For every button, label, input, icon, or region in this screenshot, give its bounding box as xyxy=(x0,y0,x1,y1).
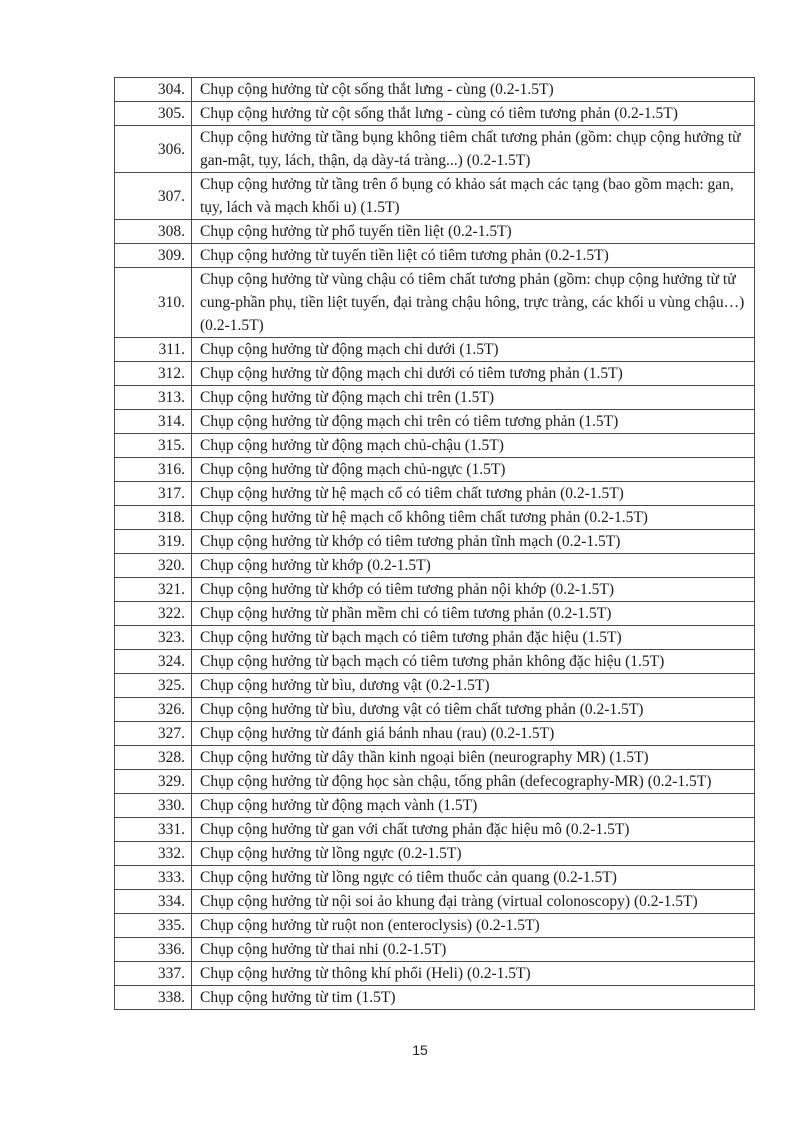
row-number-cell: 338. xyxy=(115,986,192,1010)
row-number-cell: 313. xyxy=(115,386,192,410)
row-description-cell: Chụp cộng hưởng từ lồng ngực có tiêm thuốc cản quang (0.2-1.5T) xyxy=(192,866,755,890)
row-number-cell: 321. xyxy=(115,578,192,602)
table-row xyxy=(115,554,755,578)
row-number-cell: 315. xyxy=(115,434,192,458)
row-description-cell: Chụp cộng hưởng từ động học sàn chậu, tống phân (defecography-MR) (0.2-1.5T) xyxy=(192,770,755,794)
row-description-cell: Chụp cộng hưởng từ động mạch chi dưới có tiêm tương phản (1.5T) xyxy=(192,362,755,386)
row-description-cell: Chụp cộng hưởng từ động mạch chủ-chậu (1.5T) xyxy=(192,434,755,458)
row-description-cell: Chụp cộng hưởng từ gan với chất tương phản đặc hiệu mô (0.2-1.5T) xyxy=(192,818,755,842)
row-description-cell: Chụp cộng hưởng từ động mạch vành (1.5T) xyxy=(192,794,755,818)
row-description-cell: Chụp cộng hưởng từ bạch mạch có tiêm tương phản không đặc hiệu (1.5T) xyxy=(192,650,755,674)
table-row xyxy=(115,338,755,362)
table-row xyxy=(115,78,755,102)
table-row xyxy=(115,220,755,244)
row-description-cell: Chụp cộng hưởng từ nội soi ảo khung đại tràng (virtual colonoscopy) (0.2-1.5T) xyxy=(192,890,755,914)
table-row xyxy=(115,914,755,938)
row-description-cell: Chụp cộng hưởng từ đánh giá bánh nhau (rau) (0.2-1.5T) xyxy=(192,722,755,746)
row-description-cell: Chụp cộng hưởng từ bìu, dương vật (0.2-1.5T) xyxy=(192,674,755,698)
procedures-table-body xyxy=(115,78,755,1010)
row-number-cell: 309. xyxy=(115,244,192,268)
row-description-cell: Chụp cộng hưởng từ tầng trên ổ bụng có khảo sát mạch các tạng (bao gồm mạch: gan, tụy, lách và mạch khối u) (1.5T) xyxy=(192,173,755,220)
table-row xyxy=(115,866,755,890)
row-description-cell: Chụp cộng hưởng từ thông khí phổi (Heli) (0.2-1.5T) xyxy=(192,962,755,986)
row-description-cell: Chụp cộng hưởng từ động mạch chủ-ngực (1.5T) xyxy=(192,458,755,482)
table-row xyxy=(115,626,755,650)
table-row xyxy=(115,458,755,482)
table-row xyxy=(115,794,755,818)
row-description-cell: Chụp cộng hưởng từ vùng chậu có tiêm chất tương phản (gồm: chụp cộng hưởng từ tử cung-phần phụ, tiền liệt tuyến, đại tràng chậu hông, trực tràng, các khối u vùng chậu…) (0.2-1.5T) xyxy=(192,268,755,338)
row-description-cell: Chụp cộng hưởng từ tuyến tiền liệt có tiêm tương phản (0.2-1.5T) xyxy=(192,244,755,268)
row-number-cell: 304. xyxy=(115,78,192,102)
table-row xyxy=(115,578,755,602)
row-description-cell: Chụp cộng hưởng từ bìu, dương vật có tiêm chất tương phản (0.2-1.5T) xyxy=(192,698,755,722)
table-row xyxy=(115,842,755,866)
row-description-cell: Chụp cộng hưởng từ khớp có tiêm tương phản nội khớp (0.2-1.5T) xyxy=(192,578,755,602)
table-row xyxy=(115,674,755,698)
table-row xyxy=(115,530,755,554)
row-number-cell: 328. xyxy=(115,746,192,770)
table-row xyxy=(115,386,755,410)
table-row xyxy=(115,818,755,842)
row-number-cell: 330. xyxy=(115,794,192,818)
table-row xyxy=(115,434,755,458)
row-number-cell: 318. xyxy=(115,506,192,530)
row-number-cell: 317. xyxy=(115,482,192,506)
row-description-cell: Chụp cộng hưởng từ thai nhi (0.2-1.5T) xyxy=(192,938,755,962)
row-number-cell: 337. xyxy=(115,962,192,986)
table-row xyxy=(115,962,755,986)
row-description-cell: Chụp cộng hưởng từ dây thần kinh ngoại biên (neurography MR) (1.5T) xyxy=(192,746,755,770)
row-description-cell: Chụp cộng hưởng từ hệ mạch cổ có tiêm chất tương phản (0.2-1.5T) xyxy=(192,482,755,506)
table-row xyxy=(115,244,755,268)
row-number-cell: 307. xyxy=(115,173,192,220)
row-description-cell: Chụp cộng hưởng từ động mạch chi trên có tiêm tương phản (1.5T) xyxy=(192,410,755,434)
row-number-cell: 308. xyxy=(115,220,192,244)
row-description-cell: Chụp cộng hưởng từ ruột non (enteroclysis) (0.2-1.5T) xyxy=(192,914,755,938)
table-row xyxy=(115,722,755,746)
row-description-cell: Chụp cộng hưởng từ khớp (0.2-1.5T) xyxy=(192,554,755,578)
table-row xyxy=(115,770,755,794)
table-row xyxy=(115,890,755,914)
table-row xyxy=(115,698,755,722)
row-number-cell: 320. xyxy=(115,554,192,578)
row-description-cell: Chụp cộng hưởng từ tầng bụng không tiêm chất tương phản (gồm: chụp cộng hưởng từ gan-mật, tụy, lách, thận, dạ dày-tá tràng...) (0.2-1.5T) xyxy=(192,126,755,173)
row-number-cell: 334. xyxy=(115,890,192,914)
row-number-cell: 322. xyxy=(115,602,192,626)
row-number-cell: 316. xyxy=(115,458,192,482)
row-number-cell: 323. xyxy=(115,626,192,650)
row-description-cell: Chụp cộng hưởng từ tim (1.5T) xyxy=(192,986,755,1010)
row-description-cell: Chụp cộng hưởng từ cột sống thắt lưng - cùng có tiêm tương phản (0.2-1.5T) xyxy=(192,102,755,126)
row-number-cell: 306. xyxy=(115,126,192,173)
row-description-cell: Chụp cộng hưởng từ lồng ngực (0.2-1.5T) xyxy=(192,842,755,866)
row-number-cell: 332. xyxy=(115,842,192,866)
row-number-cell: 327. xyxy=(115,722,192,746)
table-row xyxy=(115,268,755,338)
table-row xyxy=(115,650,755,674)
row-number-cell: 329. xyxy=(115,770,192,794)
table-row xyxy=(115,746,755,770)
table-row xyxy=(115,102,755,126)
row-number-cell: 331. xyxy=(115,818,192,842)
row-number-cell: 310. xyxy=(115,268,192,338)
row-number-cell: 325. xyxy=(115,674,192,698)
row-number-cell: 336. xyxy=(115,938,192,962)
table-row xyxy=(115,126,755,173)
table-row xyxy=(115,173,755,220)
row-number-cell: 319. xyxy=(115,530,192,554)
row-number-cell: 335. xyxy=(115,914,192,938)
row-number-cell: 305. xyxy=(115,102,192,126)
row-description-cell: Chụp cộng hưởng từ động mạch chi trên (1.5T) xyxy=(192,386,755,410)
row-description-cell: Chụp cộng hưởng từ hệ mạch cổ không tiêm chất tương phản (0.2-1.5T) xyxy=(192,506,755,530)
row-number-cell: 333. xyxy=(115,866,192,890)
row-description-cell: Chụp cộng hưởng từ cột sống thắt lưng - cùng (0.2-1.5T) xyxy=(192,78,755,102)
table-row xyxy=(115,410,755,434)
table-row xyxy=(115,362,755,386)
row-number-cell: 326. xyxy=(115,698,192,722)
table-row xyxy=(115,506,755,530)
table-row xyxy=(115,482,755,506)
row-number-cell: 324. xyxy=(115,650,192,674)
page-number: 15 xyxy=(412,1042,428,1058)
row-number-cell: 311. xyxy=(115,338,192,362)
row-description-cell: Chụp cộng hưởng từ bạch mạch có tiêm tương phản đặc hiệu (1.5T) xyxy=(192,626,755,650)
row-description-cell: Chụp cộng hưởng từ phần mềm chi có tiêm tương phản (0.2-1.5T) xyxy=(192,602,755,626)
row-number-cell: 314. xyxy=(115,410,192,434)
table-row xyxy=(115,938,755,962)
table-row xyxy=(115,602,755,626)
row-description-cell: Chụp cộng hưởng từ phổ tuyến tiền liệt (0.2-1.5T) xyxy=(192,220,755,244)
table-row xyxy=(115,986,755,1010)
row-description-cell: Chụp cộng hưởng từ động mạch chi dưới (1.5T) xyxy=(192,338,755,362)
row-description-cell: Chụp cộng hưởng từ khớp có tiêm tương phản tĩnh mạch (0.2-1.5T) xyxy=(192,530,755,554)
row-number-cell: 312. xyxy=(115,362,192,386)
procedures-table xyxy=(114,77,755,1010)
